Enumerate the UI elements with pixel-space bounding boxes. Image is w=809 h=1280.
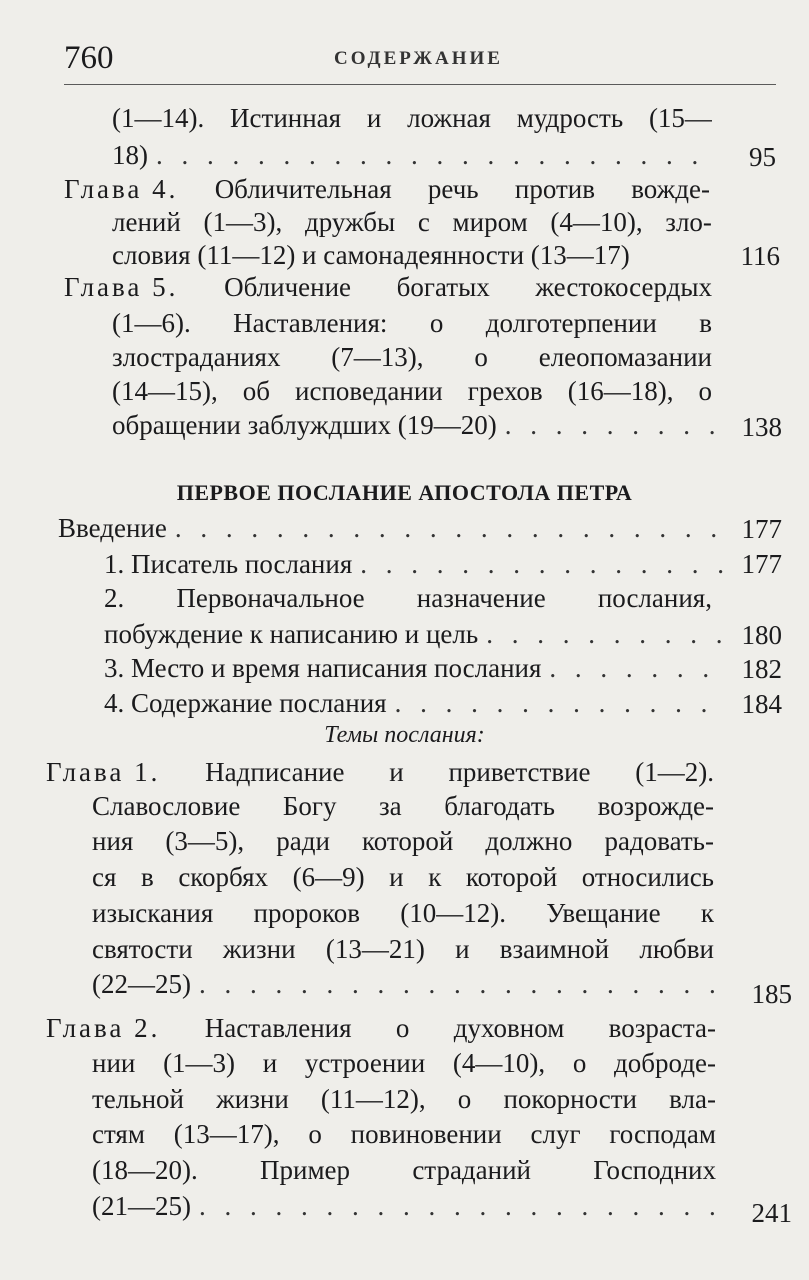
- toc-chapter-5-line-3: злостраданиях (7—13), о елеопомазании: [112, 342, 712, 372]
- page-header: [64, 38, 776, 84]
- toc-chapter-5-line-2: (1—6). Наставления: о долготерпении в: [112, 308, 712, 338]
- toc-chapter-1-line-2: Славословие Богу за благодать возрожде-: [92, 791, 714, 821]
- toc-item-2-line-2: побуждение к написанию и цель . . .: [104, 617, 723, 651]
- chapter-label: Глава 2.: [46, 1013, 161, 1043]
- toc-chapter-4-line-1: Глава 4. Обличительная речь против вожде-: [64, 174, 710, 204]
- toc-chapter-2-line-2: нии (1—3) и устроении (4—10), о доброде-: [92, 1048, 716, 1078]
- page-ref: 241: [751, 1198, 792, 1228]
- chapter-label: Глава 4.: [64, 174, 179, 204]
- toc-chapter-5-line-1: Глава 5. Обличение богатых жестокосердых: [64, 272, 712, 302]
- toc-intro: Введение . . .: [58, 511, 723, 545]
- toc-entry-continuation-line-1: (1—14). Истинная и ложная мудрость (15—: [112, 103, 712, 133]
- toc-chapter-1-line-3: ния (3—5), ради которой должно радовать-: [92, 826, 714, 856]
- toc-chapter-5-line-5: обращении заблуждших (19—20) . . .: [112, 408, 717, 442]
- page-number: 760: [64, 40, 114, 76]
- page-ref: 182: [741, 654, 782, 684]
- toc-entry-continuation-line-2: 18) . . .: [112, 138, 717, 172]
- themes-heading: Темы послания:: [324, 722, 485, 748]
- toc-chapter-2-line-4: стям (13—17), о повиновении слуг господам: [92, 1119, 716, 1149]
- toc-chapter-1-line-5: изыскания пророков (10—12). Увещание к: [92, 898, 714, 928]
- toc-item-4: 4. Содержание послания . . .: [104, 686, 723, 720]
- page-ref: 116: [740, 241, 780, 271]
- toc-chapter-2-line-3: тельной жизни (11—12), о покорности вла-: [92, 1084, 716, 1114]
- toc-item-2-line-1: 2. Первоначальное назначение послания,: [104, 583, 712, 613]
- section-heading: ПЕРВОЕ ПОСЛАНИЕ АПОСТОЛА ПЕТРА: [176, 480, 633, 505]
- page-ref: 177: [741, 549, 782, 579]
- toc-chapter-2-line-1: Глава 2. Наставления о духовном возраста-: [46, 1013, 716, 1043]
- toc-chapter-1-line-7: (22—25) . . .: [92, 967, 732, 1001]
- running-title: СОДЕРЖАНИЕ: [334, 48, 503, 69]
- chapter-label: Глава 5.: [64, 272, 179, 302]
- toc-chapter-2-line-5: (18—20). Пример страданий Господних: [92, 1155, 716, 1185]
- toc-item-1: 1. Писатель послания . . .: [104, 547, 723, 581]
- header-rule: [64, 84, 776, 85]
- toc-chapter-1-line-1: Глава 1. Надписание и приветствие (1—2).: [46, 757, 714, 787]
- page-ref: 138: [741, 412, 782, 442]
- toc-chapter-1-line-4: ся в скорбях (6—9) и к которой относились: [92, 862, 714, 892]
- toc-chapter-4-line-3: словия (11—12) и самонадеянности (13—17): [112, 240, 630, 270]
- toc-chapter-4-line-2: лений (1—3), дружбы с миром (4—10), зло-: [112, 207, 712, 237]
- toc-chapter-5-line-4: (14—15), об исповедании грехов (16—18), о: [112, 376, 712, 406]
- page-ref: 185: [751, 979, 792, 1009]
- page-ref: 177: [741, 514, 782, 544]
- toc-item-3: 3. Место и время написания послания . . .: [104, 651, 723, 685]
- chapter-label: Глава 1.: [46, 757, 161, 787]
- toc-chapter-1-line-6: святости жизни (13—21) и взаимной любви: [92, 934, 714, 964]
- page-ref: 95: [749, 142, 776, 172]
- page-ref: 184: [741, 689, 782, 719]
- toc-chapter-2-line-6: (21—25) . . .: [92, 1189, 732, 1223]
- page-ref: 180: [741, 620, 782, 650]
